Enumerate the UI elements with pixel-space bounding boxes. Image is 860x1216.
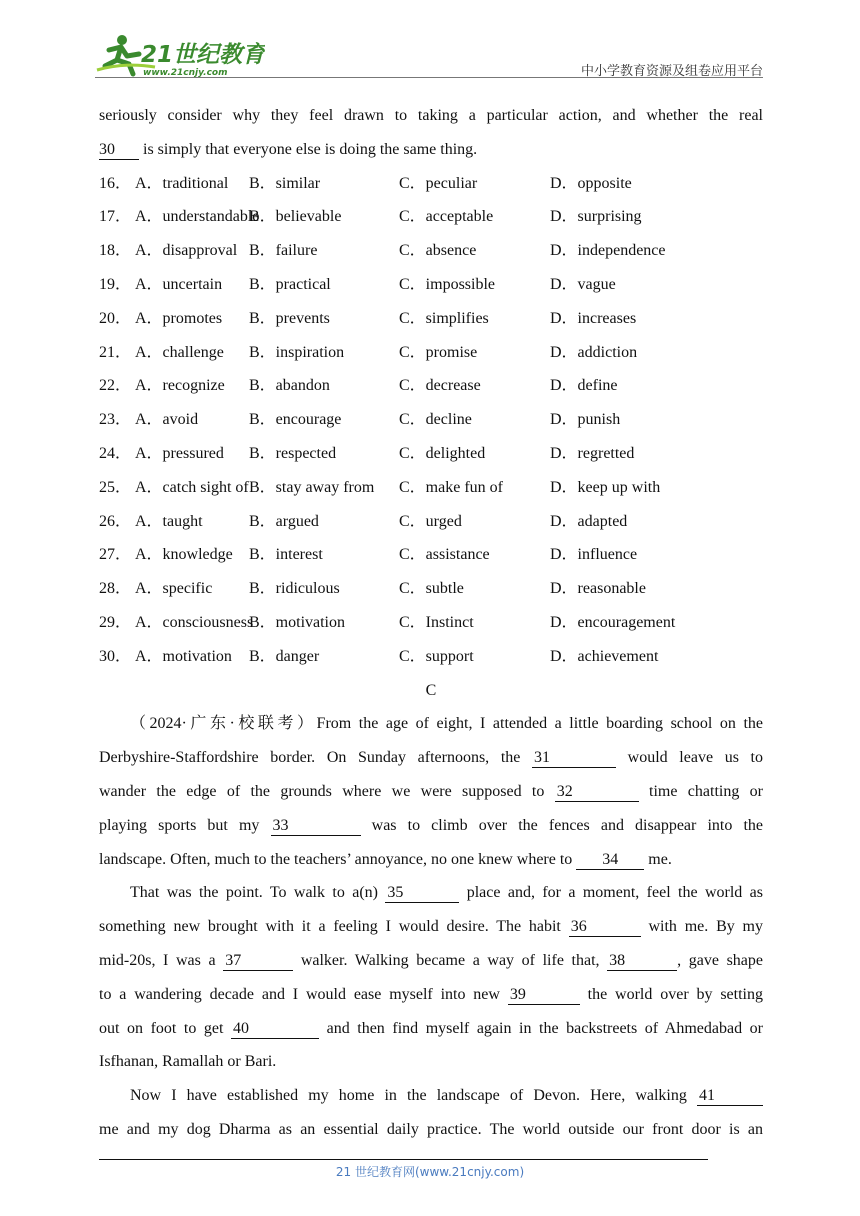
option-b: B．similar xyxy=(249,174,321,192)
option-b: B．respected xyxy=(249,444,337,462)
option-d: D．regretted xyxy=(550,444,635,462)
option-d: D．increases xyxy=(550,309,637,327)
option-c: C．promise xyxy=(399,343,478,361)
header-platform-title: 中小学教育资源及组卷应用平台 xyxy=(580,64,763,79)
options-list xyxy=(99,167,763,674)
option-b: B．abandon xyxy=(249,377,330,395)
option-a: A．taught xyxy=(135,512,203,530)
blank-40: 40 xyxy=(231,1020,319,1039)
question-number: 25． xyxy=(99,478,132,496)
option-c: C．acceptable xyxy=(399,208,494,226)
option-a: A．consciousness xyxy=(135,613,254,631)
p2-line-5: out on foot to get 40 and then find myself again in the backstreets of Ahmedabad or xyxy=(99,1019,763,1037)
question-row xyxy=(99,302,763,336)
question-row xyxy=(99,572,763,606)
option-b: B．interest xyxy=(249,546,323,564)
option-c: C．Instinct xyxy=(399,613,474,631)
option-a: A．disapproval xyxy=(135,242,238,260)
option-a: A．motivation xyxy=(135,647,232,665)
logo-text: 21世纪教育 xyxy=(141,42,265,68)
blank-35: 35 xyxy=(385,884,459,903)
option-c: C．decline xyxy=(399,411,472,429)
question-number: 18． xyxy=(99,242,132,260)
option-d: D．keep up with xyxy=(550,478,661,496)
option-c: C．delighted xyxy=(399,444,486,462)
p1-line-5: landscape. Often, much to the teachers’ annoyance, no one knew where to 34 me. xyxy=(99,850,672,868)
option-c: C．peculiar xyxy=(399,174,478,192)
question-row xyxy=(99,606,763,640)
question-row xyxy=(99,369,763,403)
p2-line-2: something new brought with it a feeling I would desire. The habit 36 with me. By my xyxy=(99,918,764,936)
blank-30: 30 xyxy=(99,141,139,160)
p3-line-1: Now I have established my home in the landscape of Devon. Here, walking 41 xyxy=(99,1079,763,1113)
option-d: D．reasonable xyxy=(550,580,646,598)
intro-line-2: 30 is simply that everyone else is doing the same thing. xyxy=(99,140,478,158)
question-row xyxy=(99,200,763,234)
question-row xyxy=(99,505,763,539)
option-b: B．practical xyxy=(249,275,331,293)
option-b: B．failure xyxy=(249,242,318,260)
question-row xyxy=(99,167,763,201)
question-row xyxy=(99,268,763,302)
option-c: C．subtle xyxy=(399,580,464,598)
intro-line-1: seriously consider why they feel drawn to taking a particular action, and whether the real xyxy=(99,107,763,124)
option-d: D．vague xyxy=(550,275,616,293)
blank-39: 39 xyxy=(508,986,580,1005)
question-number: 24． xyxy=(99,444,132,462)
option-c: C．impossible xyxy=(399,275,496,293)
section-letter: C xyxy=(425,681,437,699)
question-row xyxy=(99,336,763,370)
option-d: D．adapted xyxy=(550,512,628,530)
option-c: C．urged xyxy=(399,512,462,530)
question-number: 19． xyxy=(99,275,132,293)
blank-38: 38 xyxy=(607,952,677,971)
option-d: D．addiction xyxy=(550,343,638,361)
option-b: B．argued xyxy=(249,512,319,530)
header-divider xyxy=(95,77,763,78)
question-row xyxy=(99,403,763,437)
page-header xyxy=(95,32,763,78)
option-a: A．challenge xyxy=(135,343,224,361)
question-number: 20． xyxy=(99,309,132,327)
p1-line-3: wander the edge of the grounds where we were supposed to 32 time chatting or xyxy=(99,782,763,800)
option-c: C．assistance xyxy=(399,546,490,564)
blank-33: 33 xyxy=(271,817,361,836)
option-a: A．traditional xyxy=(135,174,229,192)
option-b: B．motivation xyxy=(249,613,346,631)
question-row xyxy=(99,437,763,471)
question-number: 22． xyxy=(99,377,132,395)
question-row xyxy=(99,471,763,505)
option-d: D．influence xyxy=(550,546,638,564)
option-d: D．punish xyxy=(550,411,621,429)
option-a: A．promotes xyxy=(135,309,223,327)
option-d: D．define xyxy=(550,377,618,395)
p1-line-1: （2024·广东·校联考）From the age of eight, I attended a little boarding school on the xyxy=(130,715,763,733)
option-a: A．avoid xyxy=(135,411,199,429)
footer-divider xyxy=(99,1159,708,1160)
blank-36: 36 xyxy=(569,918,641,937)
blank-37: 37 xyxy=(223,952,293,971)
runner-logo-icon xyxy=(95,32,265,78)
question-row xyxy=(99,234,763,268)
option-c: C．decrease xyxy=(399,377,481,395)
question-number: 28． xyxy=(99,580,132,598)
option-b: B．encourage xyxy=(249,411,342,429)
option-c: C．support xyxy=(399,647,474,665)
question-number: 29． xyxy=(99,613,132,631)
option-c: C．absence xyxy=(399,242,477,260)
option-c: C．simplifies xyxy=(399,309,489,327)
p1-line-2: Derbyshire-Staffordshire border. On Sunday afternoons, the 31 would leave us to xyxy=(99,749,763,767)
blank-34: 34 xyxy=(576,851,644,870)
p3-line-2: me and my dog Dharma as an essential daily practice. The world outside our front door is an xyxy=(99,1120,763,1138)
option-b: B．believable xyxy=(249,208,342,226)
page-content xyxy=(99,99,763,1147)
blank-41: 41 xyxy=(697,1087,763,1106)
p2-line-6: Isfhanan, Ramallah or Bari. xyxy=(99,1053,277,1071)
p1-line-4: playing sports but my 33 was to climb over the fences and disappear into the xyxy=(99,816,764,834)
question-number: 21． xyxy=(99,343,132,361)
option-d: D．opposite xyxy=(550,174,632,192)
blank-31: 31 xyxy=(532,749,616,768)
blank-32: 32 xyxy=(555,783,639,802)
option-a: A．understandable xyxy=(135,208,260,226)
option-b: B．prevents xyxy=(249,309,330,327)
p2-line-1: That was the point. To walk to a(n) 35 place and, for a moment, feel the world as xyxy=(130,884,764,902)
option-a: A．specific xyxy=(135,580,213,598)
question-row xyxy=(99,538,763,572)
p2-line-4: to a wandering decade and I would ease myself into new 39 the world over by setting xyxy=(99,985,763,1003)
option-a: A．recognize xyxy=(135,377,225,395)
p2-line-3: mid-20s, I was a 37 walker. Walking became a way of life that, 38 , gave shape xyxy=(99,951,764,969)
question-row xyxy=(99,640,763,674)
question-number: 16． xyxy=(99,174,132,192)
footer-site-link[interactable]: 21 世纪教育网(www.21cnjy.com) xyxy=(335,1165,525,1179)
option-c: C．make fun of xyxy=(399,478,503,496)
option-b: B．inspiration xyxy=(249,343,345,361)
option-b: B．danger xyxy=(249,647,320,665)
option-d: D．encouragement xyxy=(550,613,676,631)
option-b: B．ridiculous xyxy=(249,580,340,598)
option-b: B．stay away from xyxy=(249,478,375,496)
option-d: D．achievement xyxy=(550,647,659,665)
option-a: A．pressured xyxy=(135,444,224,462)
question-number: 17． xyxy=(99,208,132,226)
option-d: D．independence xyxy=(550,242,666,260)
option-a: A．catch sight of xyxy=(135,478,249,496)
logo-url: www.21cnjy.com xyxy=(143,68,228,78)
question-number: 30． xyxy=(99,647,132,665)
question-number: 26． xyxy=(99,512,132,530)
question-number: 27． xyxy=(99,546,132,564)
option-d: D．surprising xyxy=(550,208,642,226)
question-number: 23． xyxy=(99,411,132,429)
option-a: A．knowledge xyxy=(135,546,233,564)
option-a: A．uncertain xyxy=(135,275,223,293)
site-logo[interactable] xyxy=(95,32,265,78)
